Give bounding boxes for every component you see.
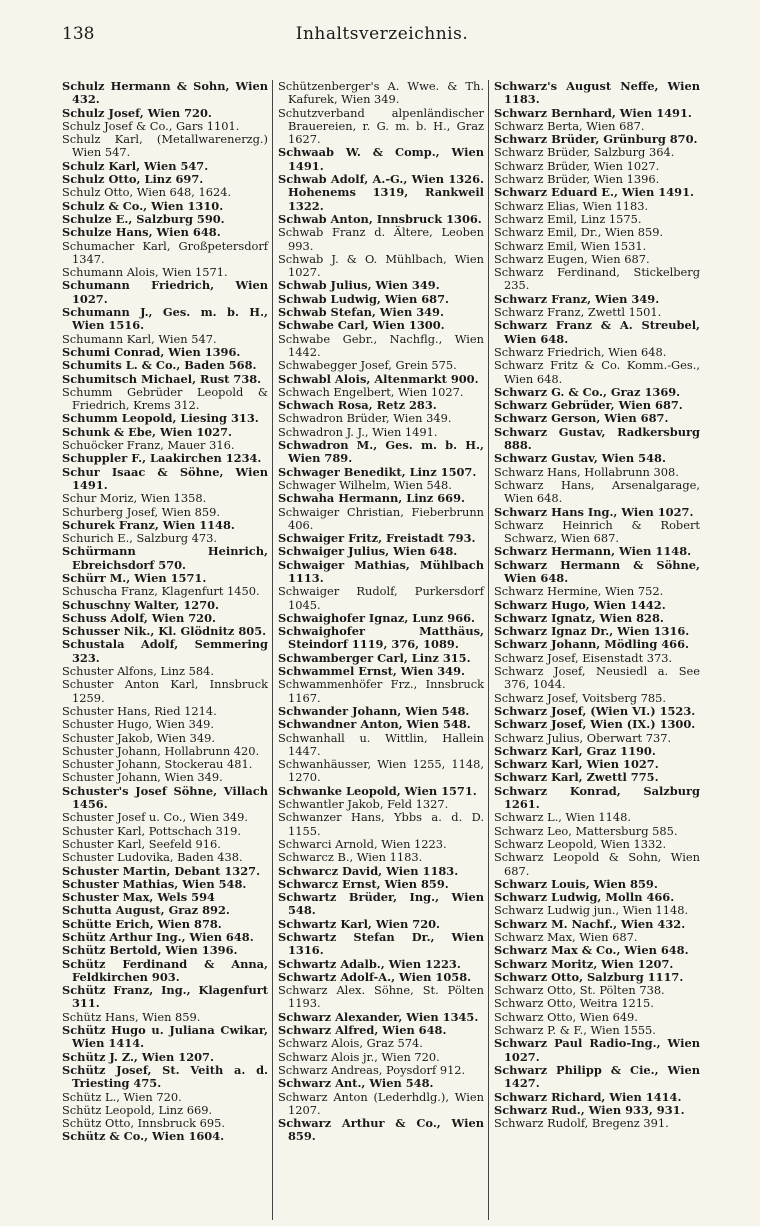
index-entry: Schwadron M., Ges. m. b. H., Wien 789. <box>278 438 484 466</box>
index-entry: Schwarz Leopold & Sohn, Wien 687. <box>494 850 700 878</box>
index-entry: Schwarz Hans Ing., Wien 1027. <box>494 504 694 519</box>
index-entry: Schuster Hans, Ried 1214. <box>62 703 217 718</box>
index-entry: Schürr M., Wien 1571. <box>62 570 207 585</box>
index-entry: Schwarz Otto, St. Pölten 738. <box>494 983 665 998</box>
index-entry: Schulz Otto, Wien 648, 1624. <box>62 185 232 200</box>
index-entry: Schumm Leopold, Liesing 313. <box>62 411 259 426</box>
index-entry: Schwarz Otto, Weitra 1215. <box>494 996 654 1011</box>
index-entry: Schwarz Ludwig jun., Wien 1148. <box>494 903 689 918</box>
index-entry: Schwammenhöfer Frz., Innsbruck 1167. <box>278 677 484 705</box>
index-entry: Schuster Anton Karl, Innsbruck 1259. <box>62 677 268 705</box>
index-entry: Schwadron Brüder, Wien 349. <box>278 411 452 426</box>
index-entry: Schütz Bertold, Wien 1396. <box>62 943 238 958</box>
index-entry: Schwanzer Hans, Ybbs a. d. D. 1155. <box>278 810 484 838</box>
index-entry: Schwach Engelbert, Wien 1027. <box>278 384 464 399</box>
index-column-1 <box>62 80 268 1144</box>
index-entry: Schwarz Max & Co., Wien 648. <box>494 943 689 958</box>
index-entry: Schwarz Otto, Wien 649. <box>494 1009 638 1024</box>
index-entry: Schwanhäusser, Wien 1255, 1148, 1270. <box>278 757 484 785</box>
index-entry: Schwartz Stefan Dr., Wien 1316. <box>278 930 484 958</box>
index-entry: Schütz Otto, Innsbruck 695. <box>62 1116 226 1131</box>
index-entry: Schwarz Karl, Zwettl 775. <box>494 770 659 785</box>
index-entry: Schwarz Berta, Wien 687. <box>494 118 645 133</box>
index-entry: Schwarz Friedrich, Wien 648. <box>494 344 667 359</box>
index-entry: Schutta August, Graz 892. <box>62 903 230 918</box>
index-entry: Schutzverband alpenländischer Brauereien, r. G. m. b. H., Graz 1627. <box>278 105 484 147</box>
index-entry: Schwarz M. Nachf., Wien 432. <box>494 916 686 931</box>
index-entry: Schwarz Alois, Graz 574. <box>278 1036 423 1051</box>
index-entry: Schulz Josef, Wien 720. <box>62 105 212 120</box>
index-entry: Schwarz Karl, Graz 1190. <box>494 743 656 758</box>
page-title: Inhaltsverzeichnis. <box>295 24 469 44</box>
index-entry: Schulz Karl, Wien 547. <box>62 158 209 173</box>
index-entry: Schwanke Leopold, Wien 1571. <box>278 783 477 798</box>
index-entry: Schumm Gebrüder Leopold & Friedrich, Krems 312. <box>62 384 268 413</box>
index-entry: Schwarz Hermine, Wien 752. <box>494 584 664 599</box>
index-entry: Schwarz Eugen, Wien 687. <box>494 251 650 266</box>
index-entry: Schur Isaac & Söhne, Wien 1491. <box>62 464 268 492</box>
index-entry: Schwarz Gustav, Radkersburg 888. <box>494 424 700 453</box>
index-entry: Schwartz Karl, Wien 720. <box>278 916 441 931</box>
index-entry: Schwaiger Mathias, Mühlbach 1113. <box>278 557 484 585</box>
index-entry: Schwarz Franz & A. Streubel, Wien 648. <box>494 318 700 346</box>
index-entry: Schuster Johann, Hollabrunn 420. <box>62 743 260 758</box>
index-entry: Schwarz Otto, Salzburg 1117. <box>494 969 684 984</box>
index-entry: Schwarz Johann, Mödling 466. <box>494 637 689 652</box>
index-entry: Schütte Erich, Wien 878. <box>62 916 222 931</box>
index-entry: Schuster Karl, Seefeld 916. <box>62 836 221 851</box>
index-entry: Schwarz G. & Co., Graz 1369. <box>494 384 681 399</box>
index-entry: Schwarz Ignaz Dr., Wien 1316. <box>494 624 690 639</box>
index-entry: Schumacher Karl, Großpetersdorf 1347. <box>62 238 268 266</box>
index-entry: Schurberg Josef, Wien 859. <box>62 504 220 519</box>
index-entry: Schwarz Ferdinand, Stickelberg 235. <box>494 265 700 293</box>
index-entry: Schwarz Josef, (Wien VI.) 1523. <box>494 703 696 718</box>
index-entry: Schulz & Co., Wien 1310. <box>62 198 224 213</box>
index-columns <box>62 80 704 1220</box>
index-entry: Schuster Johann, Wien 349. <box>62 770 223 785</box>
index-entry: Schwaab W. & Comp., Wien 1491. <box>278 145 484 173</box>
index-entry: Schwarz Ignatz, Wien 828. <box>494 610 664 625</box>
index-entry: Schwarz Fritz & Co. Komm.-Ges., Wien 648. <box>494 358 700 386</box>
index-entry: Schwarcz David, Wien 1183. <box>278 863 459 878</box>
index-entry: Schwarz Brüder, Salzburg 364. <box>494 145 675 160</box>
index-entry: Schütz L., Wien 720. <box>62 1089 182 1104</box>
index-entry: Schwarz Eduard E., Wien 1491. <box>494 185 694 200</box>
index-entry: Schütz Franz, Ing., Klagenfurt 311. <box>62 983 268 1011</box>
index-entry: Schuss Adolf, Wien 720. <box>62 610 216 625</box>
index-entry: Schuster Martin, Debant 1327. <box>62 863 261 878</box>
index-entry: Schwab Stefan, Wien 349. <box>278 305 444 320</box>
index-entry: Schuöcker Franz, Mauer 316. <box>62 438 235 453</box>
index-entry: Schwarz Leo, Mattersburg 585. <box>494 823 678 838</box>
index-entry: Schwarz L., Wien 1148. <box>494 810 632 825</box>
index-entry: Schwarz Brüder, Grünburg 870. <box>494 132 698 147</box>
page-number: 138 <box>62 24 95 44</box>
index-entry: Schuster Hugo, Wien 349. <box>62 717 214 732</box>
index-entry: Schwander Johann, Wien 548. <box>278 703 470 718</box>
index-entry: Schwarz Karl, Wien 1027. <box>494 757 659 772</box>
index-entry: Schwarz Josef, Neusiedl a. See 376, 1044. <box>494 664 700 692</box>
index-entry: Schwarz Josef, Voitsberg 785. <box>494 690 667 705</box>
index-entry: Schwaha Hermann, Linz 669. <box>278 491 465 506</box>
index-entry: Schwarz Hugo, Wien 1442. <box>494 597 666 612</box>
index-entry: Schumits L. & Co., Baden 568. <box>62 358 257 373</box>
index-entry: Schwarz's August Neffe, Wien 1183. <box>494 79 700 107</box>
index-entry: Schulz Josef & Co., Gars 1101. <box>62 118 240 133</box>
index-entry: Schuster Max, Wels 594 <box>62 890 215 905</box>
index-entry: Schwarz Hermann, Wien 1148. <box>494 544 692 559</box>
index-entry: Schwabegger Josef, Grein 575. <box>278 358 457 373</box>
index-entry: Schwarz Alfred, Wien 648. <box>278 1023 447 1038</box>
index-entry: Schwarcz Ernst, Wien 859. <box>278 876 449 891</box>
index-entry: Schwantler Jakob, Feld 1327. <box>278 797 449 812</box>
index-entry: Schustala Adolf, Semmering 323. <box>62 637 268 665</box>
index-entry: Schwandner Anton, Wien 548. <box>278 717 471 732</box>
index-column-2 <box>278 80 484 1144</box>
index-entry: Schwarz Rud., Wien 933, 931. <box>494 1102 685 1117</box>
index-entry: Schuster Jakob, Wien 349. <box>62 730 215 745</box>
index-entry: Schuscha Franz, Klagenfurt 1450. <box>62 584 260 599</box>
index-entry: Schwarz Leopold, Wien 1332. <box>494 836 667 851</box>
index-entry: Schütz Arthur Ing., Wien 648. <box>62 930 254 944</box>
index-entry: Schwab Ludwig, Wien 687. <box>278 291 449 306</box>
index-entry: Schwab Adolf, A.-G., Wien 1326. Hohenems 1319, Rankweil 1322. <box>278 172 484 213</box>
index-entry: Schürmann Heinrich, Ebreichsdorf 570. <box>62 544 268 572</box>
index-entry: Schwarz Emil, Dr., Wien 859. <box>494 225 664 240</box>
index-entry: Schwarz Arthur & Co., Wien 859. <box>278 1116 484 1144</box>
page-header <box>62 24 702 48</box>
index-entry: Schwarz Louis, Wien 859. <box>494 876 658 891</box>
index-entry: Schwaiger Rudolf, Purkersdorf 1045. <box>278 584 484 612</box>
index-entry: Schwarz Andreas, Poysdorf 912. <box>278 1062 466 1077</box>
index-entry: Schwartz Adalb., Wien 1223. <box>278 956 461 971</box>
index-entry: Schwab J. & O. Mühlbach, Wien 1027. <box>278 251 484 280</box>
index-entry: Schwarz Hermann & Söhne, Wien 648. <box>494 557 700 585</box>
index-entry: Schwarz Moritz, Wien 1207. <box>494 956 674 971</box>
index-entry: Schwager Wilhelm, Wien 548. <box>278 477 452 492</box>
index-entry: Schwarz Ludwig, Molln 466. <box>494 890 675 905</box>
index-entry: Schwarz Rudolf, Bregenz 391. <box>494 1116 669 1131</box>
index-entry: Schwab Anton, Innsbruck 1306. <box>278 211 482 226</box>
index-entry: Schuster Ludovika, Baden 438. <box>62 850 243 865</box>
index-entry: Schwadron J. J., Wien 1491. <box>278 424 438 439</box>
index-entry: Schwarci Arnold, Wien 1223. <box>278 836 447 851</box>
index-entry: Schwartz Brüder, Ing., Wien 548. <box>278 890 484 918</box>
column-divider-1 <box>272 80 273 1220</box>
index-entry: Schütz J. Z., Wien 1207. <box>62 1049 214 1064</box>
index-entry: Schwarz Alois jr., Wien 720. <box>278 1049 440 1064</box>
index-entry: Schurek Franz, Wien 1148. <box>62 517 235 532</box>
index-entry: Schumann Friedrich, Wien 1027. <box>62 278 268 306</box>
index-entry: Schumi Conrad, Wien 1396. <box>62 344 241 359</box>
index-entry: Schützenberger's A. Wwe. & Th. Kafurek, Wien 349. <box>278 79 484 107</box>
index-entry: Schwarz Josef, Wien (IX.) 1300. <box>494 717 696 732</box>
index-entry: Schuster's Josef Söhne, Villach 1456. <box>62 783 268 812</box>
index-entry: Schwabe Carl, Wien 1300. <box>278 318 445 333</box>
index-entry: Schuster Mathias, Wien 548. <box>62 876 247 891</box>
index-entry: Schwarz Konrad, Salzburg 1261. <box>494 783 700 812</box>
index-entry: Schwaighofer Ignaz, Lunz 966. <box>278 610 476 625</box>
index-entry: Schwarz Max, Wien 687. <box>494 930 638 944</box>
index-entry: Schwabe Gebr., Nachflg., Wien 1442. <box>278 331 484 359</box>
index-entry: Schwarz Elias, Wien 1183. <box>494 198 649 213</box>
index-entry: Schurich E., Salzburg 473. <box>62 531 218 546</box>
index-entry: Schwab Franz d. Ältere, Leoben 993. <box>278 225 484 253</box>
index-entry: Schuppler F., Laakirchen 1234. <box>62 451 262 466</box>
index-entry: Schwab Julius, Wien 349. <box>278 278 440 293</box>
index-column-3 <box>494 80 700 1130</box>
index-entry: Schwaiger Julius, Wien 648. <box>278 544 458 559</box>
index-entry: Schwarz Julius, Oberwart 737. <box>494 730 672 745</box>
index-entry: Schwarz Gustav, Wien 548. <box>494 451 666 466</box>
index-entry: Schwarz Ant., Wien 548. <box>278 1076 434 1091</box>
index-entry: Schwaighofer Matthäus, Steindorf 1119, 376, 1089. <box>278 624 484 652</box>
index-entry: Schuster Josef u. Co., Wien 349. <box>62 810 248 825</box>
index-entry: Schuster Alfons, Linz 584. <box>62 664 214 679</box>
index-entry: Schwammel Ernst, Wien 349. <box>278 664 465 679</box>
index-entry: Schwarz Brüder, Wien 1396. <box>494 172 660 187</box>
index-entry: Schwarz Hans, Arsenalgarage, Wien 648. <box>494 477 700 506</box>
index-entry: Schulz Karl, (Metallwarenerzg.) Wien 547. <box>62 132 268 160</box>
index-entry: Schwarz Philipp & Cie., Wien 1427. <box>494 1062 700 1091</box>
index-entry: Schütz Hans, Wien 859. <box>62 1009 201 1024</box>
index-entry: Schwartz Adolf-A., Wien 1058. <box>278 969 472 984</box>
index-entry: Schwarz Alexander, Wien 1345. <box>278 1009 479 1024</box>
index-entry: Schunk & Ebe, Wien 1027. <box>62 424 233 439</box>
index-entry: Schwarz Paul Radio-Ing., Wien 1027. <box>494 1036 700 1064</box>
index-entry: Schwarz Anton (Lederhdlg.), Wien 1207. <box>278 1089 484 1117</box>
index-entry: Schütz Hugo u. Juliana Cwikar, Wien 1414. <box>62 1023 268 1051</box>
index-entry: Schumitsch Michael, Rust 738. <box>62 371 262 386</box>
index-entry: Schumann Alois, Wien 1571. <box>62 265 228 280</box>
index-entry: Schulze Hans, Wien 648. <box>62 225 221 240</box>
index-entry: Schwarz P. & F., Wien 1555. <box>494 1023 656 1038</box>
index-entry: Schwarz Emil, Linz 1575. <box>494 211 642 226</box>
index-entry: Schwarz Gerson, Wien 687. <box>494 411 669 426</box>
index-entry: Schwabl Alois, Altenmarkt 900. <box>278 371 479 386</box>
index-entry: Schwarz Alex. Söhne, St. Pölten 1193. <box>278 983 484 1011</box>
index-entry: Schwarz Emil, Wien 1531. <box>494 238 647 253</box>
index-entry: Schuster Karl, Pottschach 319. <box>62 823 241 838</box>
index-entry: Schusser Nik., Kl. Glödnitz 805. <box>62 624 267 639</box>
index-entry: Schwarz Josef, Eisenstadt 373. <box>494 650 673 665</box>
index-entry: Schwach Rosa, Retz 283. <box>278 398 437 413</box>
index-entry: Schulze E., Salzburg 590. <box>62 211 225 226</box>
index-entry: Schuschny Walter, 1270. <box>62 597 220 612</box>
index-entry: Schwaiger Fritz, Freistadt 793. <box>278 531 476 546</box>
index-entry: Schwarz Richard, Wien 1414. <box>494 1089 682 1104</box>
index-entry: Schwarz Hans, Hollabrunn 308. <box>494 464 679 479</box>
index-entry: Schur Moriz, Wien 1358. <box>62 491 207 506</box>
column-divider-2 <box>488 80 489 1220</box>
index-entry: Schwarz Franz, Wien 349. <box>494 291 660 306</box>
index-entry: Schwarz Bernhard, Wien 1491. <box>494 105 692 120</box>
index-entry: Schütz & Co., Wien 1604. <box>62 1129 225 1144</box>
index-entry: Schwarz Brüder, Wien 1027. <box>494 158 660 173</box>
index-entry: Schwanhall u. Wittlin, Hallein 1447. <box>278 730 484 758</box>
index-entry: Schulz Hermann & Sohn, Wien 432. <box>62 79 268 107</box>
index-entry: Schwager Benedikt, Linz 1507. <box>278 464 477 479</box>
index-entry: Schwarz Franz, Zwettl 1501. <box>494 305 662 320</box>
index-entry: Schwarz Heinrich & Robert Schwarz, Wien 687. <box>494 517 700 546</box>
index-entry: Schumann J., Ges. m. b. H., Wien 1516. <box>62 305 268 333</box>
index-entry: Schwamberger Carl, Linz 315. <box>278 650 471 665</box>
index-entry: Schulz Otto, Linz 697. <box>62 172 204 187</box>
index-entry: Schwarcz B., Wien 1183. <box>278 850 423 865</box>
index-entry: Schumann Karl, Wien 547. <box>62 331 217 346</box>
index-entry: Schütz Ferdinand & Anna, Feldkirchen 903. <box>62 956 268 984</box>
index-entry: Schütz Leopold, Linz 669. <box>62 1102 213 1117</box>
index-entry: Schütz Josef, St. Veith a. d. Triesting 475. <box>62 1062 268 1091</box>
index-entry: Schwarz Gebrüder, Wien 687. <box>494 398 683 413</box>
index-entry: Schwaiger Christian, Fieberbrunn 406. <box>278 504 484 532</box>
index-entry: Schuster Johann, Stockerau 481. <box>62 757 253 772</box>
